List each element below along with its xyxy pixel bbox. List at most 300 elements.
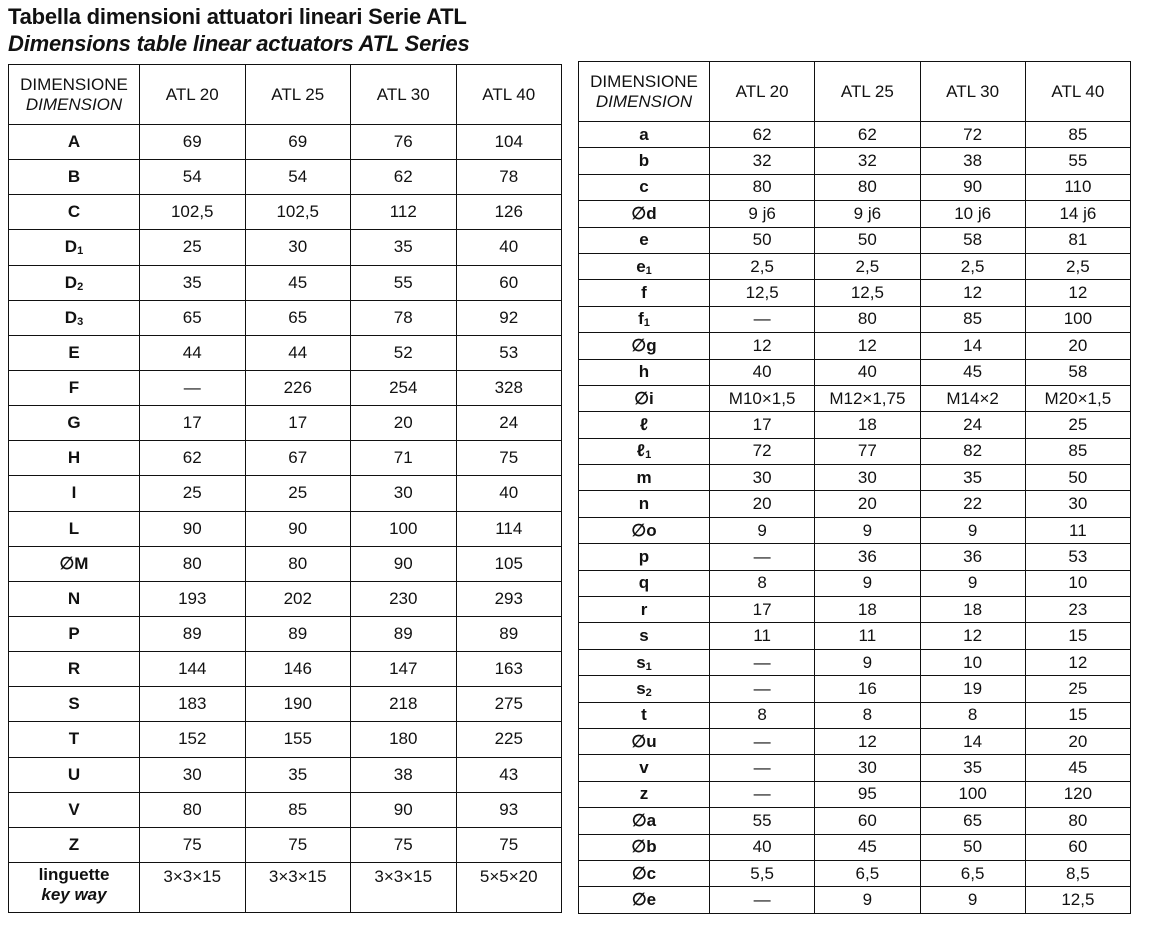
cell-value: 14 <box>920 333 1025 359</box>
cell-value: 38 <box>920 148 1025 174</box>
row-label <box>579 649 710 675</box>
cell-value: 89 <box>245 616 351 651</box>
row-label <box>579 570 710 596</box>
cell-value: 20 <box>710 491 815 517</box>
table-row <box>9 511 562 546</box>
cell-value: 25 <box>140 230 246 265</box>
row-label-text: n <box>638 494 650 514</box>
cell-value: 67 <box>245 441 351 476</box>
cell-value: 9 <box>920 570 1025 596</box>
row-label <box>579 702 710 728</box>
cell-value: 12 <box>1025 280 1130 306</box>
cell-value: 90 <box>351 792 457 827</box>
cell-value: 218 <box>351 687 457 722</box>
row-label <box>579 808 710 834</box>
cell-value: 20 <box>815 491 920 517</box>
row-label-text: ∅a <box>631 810 657 830</box>
table-row <box>579 280 1131 306</box>
cell-value: 5,5 <box>710 860 815 886</box>
row-label <box>579 597 710 623</box>
row-label-text: ∅d <box>631 203 657 223</box>
column-header: ATL 20 <box>140 65 246 125</box>
row-label-text: U <box>67 764 81 784</box>
keyway-value: 3×3×15 <box>351 862 457 912</box>
row-label-text: ∅b <box>631 837 657 857</box>
row-label-text: A <box>67 132 81 152</box>
row-label-text: ∅c <box>631 863 657 883</box>
table-row <box>9 546 562 581</box>
table-row <box>579 860 1131 886</box>
cell-value: 77 <box>815 438 920 464</box>
row-label-text: D <box>64 237 78 257</box>
row-label-text: D <box>64 272 78 292</box>
table-row <box>9 300 562 335</box>
cell-value: 24 <box>920 412 1025 438</box>
table-row <box>579 385 1131 411</box>
cell-value: — <box>710 676 815 702</box>
column-header: ATL 25 <box>245 65 351 125</box>
cell-value: 45 <box>1025 755 1130 781</box>
cell-value: 2,5 <box>815 253 920 279</box>
cell-value: 80 <box>710 174 815 200</box>
row-label-text: E <box>68 342 80 362</box>
cell-value: 30 <box>710 465 815 491</box>
cell-value: 75 <box>351 827 457 862</box>
row-label <box>579 227 710 253</box>
dimension-header-it: DIMENSIONE <box>20 74 128 94</box>
cell-value: 44 <box>245 335 351 370</box>
row-label-text: Z <box>68 834 80 854</box>
table-header-row <box>579 62 1131 122</box>
table-row <box>9 687 562 722</box>
cell-value: 92 <box>456 300 562 335</box>
cell-value: — <box>710 649 815 675</box>
cell-value: 9 <box>815 887 920 913</box>
keyway-label <box>9 862 140 912</box>
table-row <box>579 122 1131 148</box>
row-label-text: ∅M <box>59 553 89 573</box>
cell-value: 12 <box>710 333 815 359</box>
row-label-text: m <box>636 467 652 487</box>
table-row <box>579 728 1131 754</box>
cell-value: 90 <box>140 511 246 546</box>
cell-value: 35 <box>920 755 1025 781</box>
left-dimensions-table <box>8 64 562 913</box>
cell-value: 81 <box>1025 227 1130 253</box>
cell-value: 54 <box>140 160 246 195</box>
table-row <box>9 476 562 511</box>
cell-value: 55 <box>710 808 815 834</box>
cell-value: 17 <box>710 597 815 623</box>
cell-value: 10 <box>920 649 1025 675</box>
cell-value: 254 <box>351 370 457 405</box>
cell-value: 12 <box>815 728 920 754</box>
cell-value: 11 <box>815 623 920 649</box>
cell-value: 9 <box>710 517 815 543</box>
table-row <box>579 702 1131 728</box>
row-label-text: C <box>67 202 81 222</box>
keyway-label-en: key way <box>41 884 107 904</box>
cell-value: — <box>710 306 815 332</box>
row-label <box>579 201 710 227</box>
row-label <box>9 546 140 581</box>
cell-value: 62 <box>815 122 920 148</box>
cell-value: 102,5 <box>245 195 351 230</box>
cell-value: 9 j6 <box>710 201 815 227</box>
cell-value: 183 <box>140 687 246 722</box>
cell-value: 23 <box>1025 597 1130 623</box>
row-label <box>579 412 710 438</box>
table-row <box>579 544 1131 570</box>
row-label <box>579 174 710 200</box>
table-row <box>579 465 1131 491</box>
cell-value: 76 <box>351 125 457 160</box>
row-label-subscript: 1 <box>645 660 652 673</box>
table-row <box>579 570 1131 596</box>
cell-value: 110 <box>1025 174 1130 200</box>
cell-value: 12 <box>920 623 1025 649</box>
table-row <box>9 265 562 300</box>
row-label <box>9 511 140 546</box>
cell-value: 40 <box>456 230 562 265</box>
table-row <box>9 406 562 441</box>
table-row <box>579 333 1131 359</box>
cell-value: 40 <box>710 834 815 860</box>
cell-value: 78 <box>456 160 562 195</box>
row-label-subscript: 1 <box>77 245 84 258</box>
column-header: ATL 30 <box>351 65 457 125</box>
column-header: ATL 20 <box>710 62 815 122</box>
table-row <box>9 230 562 265</box>
cell-value: M20×1,5 <box>1025 385 1130 411</box>
row-label <box>9 300 140 335</box>
cell-value: 60 <box>815 808 920 834</box>
cell-value: — <box>140 370 246 405</box>
row-label-text: t <box>641 705 647 725</box>
cell-value: 12 <box>920 280 1025 306</box>
cell-value: 78 <box>351 300 457 335</box>
row-label <box>579 755 710 781</box>
cell-value: 8 <box>920 702 1025 728</box>
cell-value: 80 <box>245 546 351 581</box>
row-label-subscript: 1 <box>645 264 652 277</box>
cell-value: M14×2 <box>920 385 1025 411</box>
cell-value: 25 <box>1025 676 1130 702</box>
cell-value: 75 <box>245 827 351 862</box>
table-row <box>579 597 1131 623</box>
cell-value: 80 <box>1025 808 1130 834</box>
cell-value: 35 <box>351 230 457 265</box>
row-label <box>9 581 140 616</box>
row-label <box>9 687 140 722</box>
row-label <box>579 148 710 174</box>
row-label-subscript: 1 <box>645 449 652 462</box>
row-label-text: ∅i <box>634 388 654 408</box>
table-row <box>9 581 562 616</box>
row-label <box>9 406 140 441</box>
row-label-text: r <box>640 599 648 619</box>
cell-value: 112 <box>351 195 457 230</box>
cell-value: 230 <box>351 581 457 616</box>
row-label-text: ∅u <box>631 731 657 751</box>
row-label-text: G <box>67 413 81 433</box>
cell-value: 8,5 <box>1025 860 1130 886</box>
cell-value: 80 <box>140 792 246 827</box>
table-row <box>9 722 562 757</box>
row-label-text: ∅e <box>631 890 657 910</box>
table-row <box>9 125 562 160</box>
cell-value: 11 <box>1025 517 1130 543</box>
cell-value: 18 <box>920 597 1025 623</box>
cell-value: 60 <box>456 265 562 300</box>
column-header: ATL 40 <box>1025 62 1130 122</box>
row-label <box>579 623 710 649</box>
row-label-text: s <box>639 626 649 646</box>
row-label-text: p <box>638 546 650 566</box>
row-label <box>579 359 710 385</box>
cell-value: — <box>710 728 815 754</box>
cell-value: 50 <box>920 834 1025 860</box>
row-label-text: b <box>638 151 650 171</box>
cell-value: 32 <box>815 148 920 174</box>
cell-value: 89 <box>351 616 457 651</box>
row-label-text: N <box>67 588 81 608</box>
table-row <box>579 517 1131 543</box>
row-label <box>9 265 140 300</box>
row-label-subscript: 2 <box>645 686 652 699</box>
cell-value: 8 <box>710 570 815 596</box>
table-row <box>579 201 1131 227</box>
cell-value: 65 <box>245 300 351 335</box>
cell-value: 45 <box>245 265 351 300</box>
keyway-value: 3×3×15 <box>245 862 351 912</box>
cell-value: 62 <box>140 441 246 476</box>
cell-value: 40 <box>815 359 920 385</box>
cell-value: 82 <box>920 438 1025 464</box>
cell-value: 24 <box>456 406 562 441</box>
cell-value: 40 <box>710 359 815 385</box>
table-row <box>9 652 562 687</box>
cell-value: 90 <box>245 511 351 546</box>
row-label <box>579 491 710 517</box>
cell-value: 35 <box>245 757 351 792</box>
cell-value: 35 <box>140 265 246 300</box>
cell-value: 25 <box>245 476 351 511</box>
table-row <box>9 160 562 195</box>
cell-value: — <box>710 544 815 570</box>
cell-value: 202 <box>245 581 351 616</box>
cell-value: 25 <box>1025 412 1130 438</box>
cell-value: 11 <box>710 623 815 649</box>
row-label-text: ∅g <box>631 335 657 355</box>
row-label-text: ℓ <box>639 414 649 434</box>
table-row <box>9 335 562 370</box>
cell-value: M10×1,5 <box>710 385 815 411</box>
column-header: ATL 25 <box>815 62 920 122</box>
dimension-header-it: DIMENSIONE <box>590 71 698 91</box>
cell-value: 100 <box>920 781 1025 807</box>
cell-value: 163 <box>456 652 562 687</box>
cell-value: 30 <box>1025 491 1130 517</box>
row-label <box>9 722 140 757</box>
row-label <box>9 370 140 405</box>
row-label-text: e <box>639 230 649 250</box>
cell-value: 12,5 <box>710 280 815 306</box>
cell-value: 72 <box>920 122 1025 148</box>
cell-value: 55 <box>1025 148 1130 174</box>
cell-value: 75 <box>456 827 562 862</box>
table-row <box>579 834 1131 860</box>
cell-value: 14 j6 <box>1025 201 1130 227</box>
cell-value: 147 <box>351 652 457 687</box>
cell-value: 17 <box>710 412 815 438</box>
cell-value: 12,5 <box>815 280 920 306</box>
cell-value: 43 <box>456 757 562 792</box>
table-row <box>579 623 1131 649</box>
row-label <box>579 860 710 886</box>
cell-value: 20 <box>1025 728 1130 754</box>
cell-value: 2,5 <box>1025 253 1130 279</box>
cell-value: 225 <box>456 722 562 757</box>
cell-value: 17 <box>140 406 246 441</box>
cell-value: 9 <box>815 570 920 596</box>
row-label-text: ℓ <box>636 441 646 461</box>
table-row <box>579 174 1131 200</box>
cell-value: 8 <box>710 702 815 728</box>
cell-value: 9 j6 <box>815 201 920 227</box>
cell-value: 9 <box>815 649 920 675</box>
cell-value: 25 <box>140 476 246 511</box>
cell-value: 2,5 <box>920 253 1025 279</box>
row-label <box>579 834 710 860</box>
cell-value: 50 <box>710 227 815 253</box>
cell-value: — <box>710 887 815 913</box>
table-row <box>579 148 1131 174</box>
keyway-row <box>9 862 562 912</box>
cell-value: 104 <box>456 125 562 160</box>
cell-value: M12×1,75 <box>815 385 920 411</box>
cell-value: 293 <box>456 581 562 616</box>
cell-value: — <box>710 755 815 781</box>
cell-value: 45 <box>920 359 1025 385</box>
cell-value: 80 <box>815 306 920 332</box>
cell-value: 155 <box>245 722 351 757</box>
cell-value: 16 <box>815 676 920 702</box>
row-label <box>579 122 710 148</box>
row-label <box>579 280 710 306</box>
cell-value: 80 <box>815 174 920 200</box>
cell-value: 89 <box>140 616 246 651</box>
right-dimensions-table <box>578 61 1131 914</box>
cell-value: 30 <box>815 465 920 491</box>
table-row <box>9 792 562 827</box>
cell-value: 85 <box>245 792 351 827</box>
cell-value: 193 <box>140 581 246 616</box>
table-row <box>9 616 562 651</box>
table-row <box>579 306 1131 332</box>
cell-value: 6,5 <box>920 860 1025 886</box>
table-row <box>9 441 562 476</box>
row-label-text: ∅o <box>631 520 657 540</box>
cell-value: 18 <box>815 597 920 623</box>
cell-value: 36 <box>815 544 920 570</box>
cell-value: — <box>710 781 815 807</box>
cell-value: 146 <box>245 652 351 687</box>
cell-value: 190 <box>245 687 351 722</box>
row-label <box>9 195 140 230</box>
cell-value: 30 <box>140 757 246 792</box>
row-label <box>579 306 710 332</box>
cell-value: 85 <box>1025 438 1130 464</box>
row-label-subscript: 1 <box>643 317 650 330</box>
row-label <box>579 781 710 807</box>
table-row <box>579 412 1131 438</box>
cell-value: 32 <box>710 148 815 174</box>
cell-value: 114 <box>456 511 562 546</box>
cell-value: 36 <box>920 544 1025 570</box>
keyway-value: 5×5×20 <box>456 862 562 912</box>
cell-value: 95 <box>815 781 920 807</box>
cell-value: 9 <box>920 517 1025 543</box>
row-label-text: F <box>68 378 80 398</box>
cell-value: 62 <box>710 122 815 148</box>
table-row <box>9 195 562 230</box>
dimension-header <box>9 65 140 125</box>
cell-value: 65 <box>140 300 246 335</box>
cell-value: 45 <box>815 834 920 860</box>
cell-value: 72 <box>710 438 815 464</box>
cell-value: 100 <box>351 511 457 546</box>
row-label-text: f <box>641 283 647 303</box>
table-row <box>579 438 1131 464</box>
cell-value: 15 <box>1025 702 1130 728</box>
cell-value: 18 <box>815 412 920 438</box>
row-label-text: f <box>638 309 644 329</box>
row-label-text: R <box>67 659 81 679</box>
keyway-value: 3×3×15 <box>140 862 246 912</box>
row-label-text: I <box>71 483 77 503</box>
cell-value: 15 <box>1025 623 1130 649</box>
cell-value: 58 <box>1025 359 1130 385</box>
cell-value: 126 <box>456 195 562 230</box>
cell-value: 69 <box>140 125 246 160</box>
row-label-text: S <box>68 694 80 714</box>
table-row <box>579 491 1131 517</box>
cell-value: 102,5 <box>140 195 246 230</box>
row-label-text: z <box>639 784 649 804</box>
cell-value: 30 <box>245 230 351 265</box>
row-label-subscript: 2 <box>77 280 84 293</box>
cell-value: 35 <box>920 465 1025 491</box>
cell-value: 9 <box>815 517 920 543</box>
cell-value: 152 <box>140 722 246 757</box>
cell-value: 53 <box>456 335 562 370</box>
cell-value: 60 <box>1025 834 1130 860</box>
cell-value: 20 <box>351 406 457 441</box>
cell-value: 50 <box>1025 465 1130 491</box>
row-label <box>579 333 710 359</box>
cell-value: 275 <box>456 687 562 722</box>
row-label <box>579 887 710 913</box>
table-row <box>579 227 1131 253</box>
cell-value: 55 <box>351 265 457 300</box>
row-label-text: c <box>639 177 649 197</box>
cell-value: 62 <box>351 160 457 195</box>
table-row <box>9 827 562 862</box>
row-label-text: h <box>638 362 650 382</box>
row-label <box>9 125 140 160</box>
cell-value: 30 <box>815 755 920 781</box>
